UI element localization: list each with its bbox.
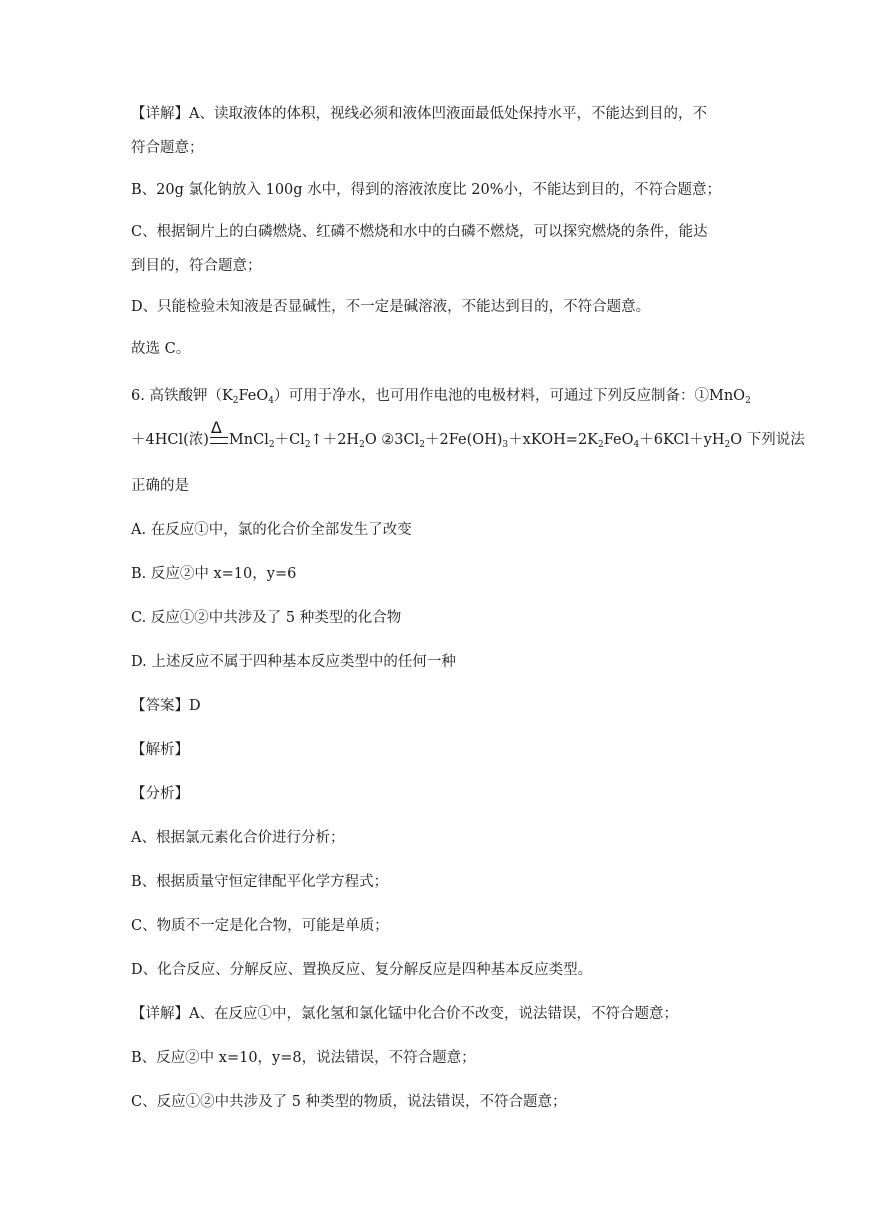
equation-text: O ②3Cl [364, 432, 420, 448]
subscript: 2 [724, 440, 731, 450]
text-line: D、只能检验未知液是否显碱性，不一定是碱溶液，不能达到目的，不符合题意。 [131, 299, 651, 315]
equation-text: ＋xKOH=2K [508, 432, 599, 448]
option-d: D. 上述反应不属于四种基本反应类型中的任何一种 [131, 654, 456, 670]
text-line: D、化合反应、分解反应、置换反应、复分解反应是四种基本反应类型。 [131, 962, 593, 978]
option-c: C. 反应①②中共涉及了 5 种类型的化合物 [131, 610, 402, 626]
text-line: A、根据氯元素化合价进行分析； [131, 830, 345, 846]
text-line: C、物质不一定是化合物，可能是单质； [131, 918, 389, 934]
subscript: 4 [633, 440, 640, 450]
subscript: 2 [268, 440, 275, 450]
subscript: 2 [304, 440, 311, 450]
text-line: 到目的，符合题意； [131, 258, 262, 274]
subscript: 3 [502, 440, 509, 450]
equation-text: ＋Cl [274, 432, 305, 448]
stem-text: FeO [238, 388, 269, 404]
text-line: C、反应①②中共涉及了 5 种类型的物质，说法错误，不符合题意； [131, 1094, 567, 1110]
stem-text: 6. 高铁酸钾（K [131, 388, 233, 404]
equation-text: ↑＋2H [310, 432, 360, 448]
subscript: 4 [268, 396, 274, 406]
double-bar [210, 437, 228, 444]
stem-text: ）可用于净水，也可用作电池的电极材料，可通过下列反应制备：①MnO [274, 388, 746, 404]
text-line: 【详解】A、读取液体的体积，视线必须和液体凹液面最低处保持水平，不能达到目的，不 [131, 106, 707, 122]
option-b: B. 反应②中 x=10，y=6 [131, 566, 297, 582]
section-heading: 【分析】 [131, 786, 189, 802]
text-line: B、根据质量守恒定律配平化学方程式； [131, 874, 389, 890]
subscript: 2 [359, 440, 365, 450]
answer-line: 【答案】D [131, 698, 201, 714]
equation-text: ＋4HCl(浓) [131, 432, 209, 448]
subscript: 2 [598, 440, 604, 450]
equation-text: MnCl [228, 432, 269, 448]
question-stem-line-1 [131, 386, 751, 411]
text-line: 正确的是 [131, 478, 189, 494]
equation-text: ＋2Fe(OH) [425, 432, 503, 448]
heating-equals-sign [209, 418, 229, 450]
text-line: 符合题意； [131, 140, 204, 156]
equation-text: O 下列说法 [730, 432, 805, 448]
section-heading: 【解析】 [131, 742, 189, 758]
subscript: 2 [232, 396, 239, 406]
equation-text: ＋6KCl＋yH [639, 432, 725, 448]
option-a: A. 在反应①中，氯的化合价全部发生了改变 [131, 522, 412, 538]
text-line: 故选 C。 [131, 341, 191, 357]
delta-symbol: Δ [210, 418, 222, 437]
text-line: B、20g 氯化钠放入 100g 水中，得到的溶液浓度比 20%小，不能达到目的，不符合题意； [131, 182, 722, 198]
subscript: 2 [419, 440, 425, 450]
subscript: 2 [745, 396, 751, 406]
text-line: B、反应②中 x=10，y=8，说法错误，不符合题意； [131, 1050, 476, 1066]
text-line: 【详解】A、在反应①中，氯化氢和氯化锰中化合价不改变，说法错误，不符合题意； [131, 1006, 678, 1022]
equation-text: FeO [603, 432, 634, 448]
text-line: C、根据铜片上的白磷燃烧、红磷不燃烧和水中的白磷不燃烧，可以探究燃烧的条件，能达 [131, 224, 708, 240]
question-stem-line-2 [131, 418, 805, 455]
